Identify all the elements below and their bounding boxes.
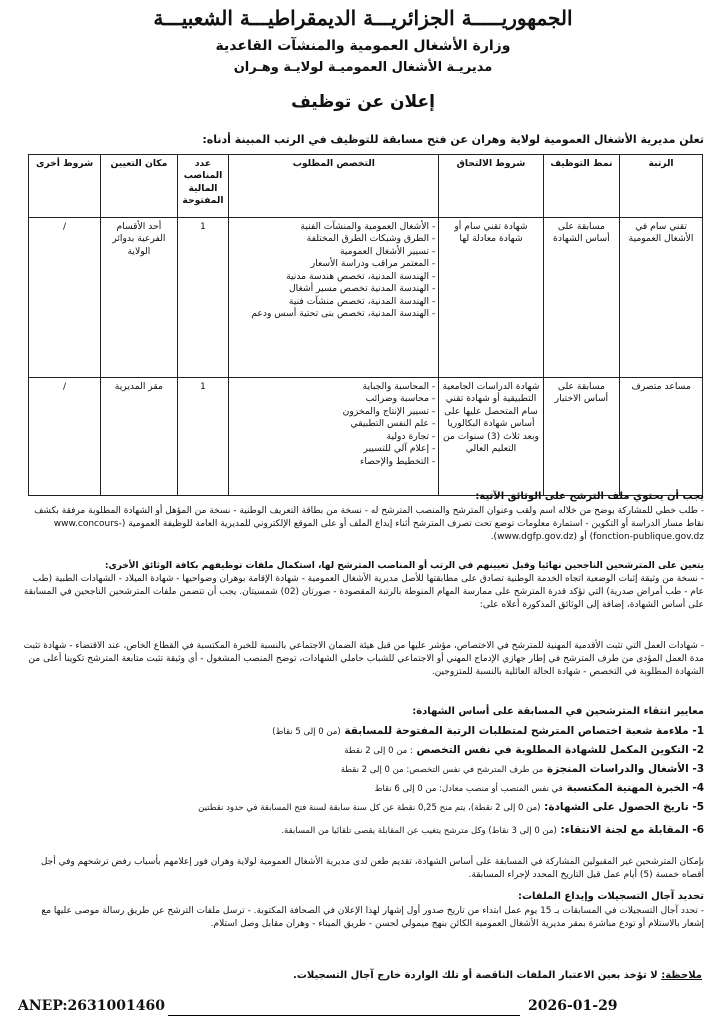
list-item: - تجارة دولية bbox=[386, 430, 436, 442]
ministry-name: وزارة الأشغال العمومية والمنشآت القاعدية bbox=[215, 38, 511, 54]
list-item: 6- المقابلة مع لجنة الانتقاء: (من 0 إلى 3 نقاط) وكل مترشح يتغيب عن المقابلة يقصى تلقائيا من المسابقة. bbox=[281, 824, 704, 837]
list-item: - الهندسة المدنية، تخصص منشآت فنية bbox=[288, 295, 436, 307]
table-row bbox=[29, 218, 703, 378]
extra-text: - شهادات العمل التي تثبت الأقدمية المهنية للمترشح في الاختصاص، مؤشر عليها من قبل هيئة الضمان الاجتماعي بالنسبة للخبرة المكتسبة في القطاع الخاص، عند الاقتضاء - شهادة تثبت مدة العمل المؤدى من طرف المترشح في إطار جهازي الإدماج المهني أو الاجتماعي للشباب حاملي الشهادات، توضح المنصب المشغول - أي وثيقة تثبت متابعة المترشح تكوينا أعلى من الشهادة المطلوبة في التخصص - شهادة الحالة العائلية بالنسبة للمتزوجين. bbox=[23, 641, 704, 678]
deadline-heading: تحديد آجال التسجيلات وإيداع الملفات: bbox=[517, 891, 704, 902]
row2-specialties bbox=[229, 378, 439, 496]
note-text: لا تؤخذ بعين الاعتبار الملفات الناقصة أو تلك الواردة خارج آجال التسجيلات. bbox=[293, 970, 658, 981]
list-item: 2- التكوين المكمل للشهادة المطلوبة في نفس التخصص : من 0 إلى 2 نقطة bbox=[344, 743, 704, 756]
criteria-heading: معايير انتقاء المترشحين في المسابقة على أساس الشهادة: bbox=[412, 706, 704, 717]
row2-positions: 1 bbox=[177, 378, 229, 496]
list-item: - المحاسبة والجباية bbox=[362, 381, 436, 392]
note-label: ملاحظة: bbox=[661, 970, 702, 981]
publication-date: 2026-01-29 bbox=[528, 998, 618, 1014]
footer bbox=[0, 998, 726, 1020]
row2-conditions: شهادة الدراسات الجامعية التطبيقية أو شهادة تقني سام المتحصل عليها على أساس شهادة البكالوريا وبعد ثلاث (3) سنوات من التعليم العالي bbox=[439, 378, 543, 496]
list-item: - تسيير الإنتاج والمخزون bbox=[342, 405, 436, 417]
extra-section bbox=[22, 640, 704, 679]
directorate-name: مديريـة الأشغال العموميـة لولايـة وهـران bbox=[233, 60, 493, 75]
col-place: مكان التعيين bbox=[101, 155, 177, 218]
list-item: - المعتمر مراقب ودراسة الأسعار bbox=[310, 258, 436, 270]
final-text: - نسخة من وثيقة إثبات الوضعية اتجاه الخدمة الوطنية تصادق على مطابقتها للأصل مديرية الأشغال العمومية - شهادة الإقامة بوهران وضواحيها - شهادة الميلاد - الشهادات الطبية (طب عام - طب أمراض صدرية) التي تؤكد قدرة المترشح على ممارسة المهام المنوطة بالرتبة المقصودة - صورتان (02) شمسيتان. يجب أن تتضمن ملفات المترشحين الناجحين في المسابقة على أساس الشهادة، إضافة إلى الوثائق المذكورة أعلاه على: bbox=[23, 574, 704, 611]
intro-text: تعلن مديرية الأشغال العمومية لولاية وهران عن فتح مسابقة للتوظيف في الرتب المبينة أدناه: bbox=[202, 133, 704, 146]
anep-number: ANEP:2631001460 bbox=[18, 998, 165, 1014]
list-item: - الهندسة المدنية، تخصص بنى تحتية أسس ودعم bbox=[251, 307, 436, 319]
row2-rank: مساعد متصرف bbox=[620, 378, 703, 496]
row2-other: / bbox=[29, 378, 101, 496]
row2-place: مقر المديرية bbox=[101, 378, 177, 496]
appeal-text: بإمكان المترشحين غير المقبولين المشاركة في المسابقة على أساس الشهادة، تقديم طعن لدى مديرية الأشغال العمومية لولاية وهران فور إعلامهم بأسباب رفض ترشحهم وفي أجل أقصاه خمسة (5) أيام عمل قبل التاريخ المحدد لإجراء المسابقة. bbox=[40, 857, 704, 881]
col-positions: عدد المناصب المالية المفتوحة bbox=[177, 155, 229, 218]
col-rank: الرتبة bbox=[620, 155, 703, 218]
list-item: - تسيير الأشغال العمومية bbox=[339, 245, 436, 257]
final-section bbox=[22, 560, 704, 612]
file-heading: يجب أن يحتوي ملف الترشح على الوثائق الآتية: bbox=[475, 491, 704, 502]
row1-conditions: شهادة تقني سام أو شهادة معادلة لها bbox=[439, 218, 543, 378]
announcement-title: إعلان عن توظيف bbox=[291, 92, 435, 112]
col-conditions: شروط الالتحاق bbox=[439, 155, 543, 218]
deadline-section bbox=[22, 890, 704, 931]
deadline-text: - تحدد آجال التسجيلات في المسابقات بـ 15 يوم عمل ابتداء من تاريخ صدور أول إشهار لهذا الإعلان في الصحافة المكتوبة. - ترسل ملفات الترشح عن طريق رسالة موصى عليها مع إشعار بالاستلام أو تودع مباشرة بمقر مديرية الأشغال العمومية الكائن بنهج ميمولي لحسن - طريق الميناء - وهران مقابل وصل استلام. bbox=[41, 905, 704, 929]
appeal-section bbox=[22, 856, 704, 882]
table-row bbox=[29, 378, 703, 496]
list-item: - علم النفس التطبيقي bbox=[350, 418, 436, 430]
col-specialty: التخصص المطلوب bbox=[229, 155, 439, 218]
file-section bbox=[22, 490, 704, 544]
row1-mode: مسابقة على أساس الشهادة bbox=[543, 218, 619, 378]
col-other: شروط أخرى bbox=[29, 155, 101, 218]
list-item: 1- ملاءمة شعبة اختصاص المترشح لمتطلبات الرتبة المفتوحة للمسابقة (من 0 إلى 5 نقاط) bbox=[272, 724, 704, 737]
col-mode: نمط التوظيف bbox=[543, 155, 619, 218]
table-header-row bbox=[29, 155, 703, 218]
list-item: - التخطيط والإحصاء bbox=[360, 455, 436, 467]
file-text: - طلب خطي للمشاركة يوضح من خلاله اسم ولقب وعنوان المترشح والمنصب المترشح له - نسخة من بطاقة التعريف الوطنية - نسخة من المؤهل أو الشهادة المطلوبة مرفقة بكشف نقاط مسار الدراسة أو التكوين - استمارة معلومات توضع تحت تصرف المترشح أثناء إيداع الملف أو على الموقع الإلكتروني للمديرية العامة للوظيفة العمومية (www.concours-fonction-publique.gov.dz) أو (www.dgfp.gov.dz). bbox=[34, 505, 704, 542]
positions-table bbox=[28, 154, 703, 496]
final-heading: يتعين على المترشحين الناجحين نهائيا وقبل تعيينهم في الرتب أو المناصب المترشح لها، استكمال ملفات توظيفهم بكافة الوثائق الأخرى: bbox=[104, 561, 704, 571]
footer-divider bbox=[168, 1015, 520, 1016]
list-item: 5- تاريخ الحصول على الشهادة: (من 0 إلى 2 نقطة)، يتم منح 0,25 نقطة عن كل سنة سابقة لسنة فتح المسابقة في حدود نقطتين bbox=[198, 801, 704, 813]
row1-positions: 1 bbox=[177, 218, 229, 378]
criteria-section bbox=[22, 706, 704, 837]
list-item: - محاسبة وضرائب bbox=[365, 393, 436, 405]
row1-place: أحد الأقسام الفرعية بدوائر الولاية bbox=[101, 218, 177, 378]
list-item: - الهندسة المدنية تخصص مسير أشغال bbox=[288, 283, 436, 295]
row1-specialties bbox=[229, 218, 439, 378]
row1-rank: تقني سام في الأشغال العمومية bbox=[620, 218, 703, 378]
row2-mode: مسابقة على أساس الاختبار bbox=[543, 378, 619, 496]
list-item: 3- الأشغال والدراسات المنجزة من طرف المترشح في نفس التخصص: من 0 إلى 2 نقطة bbox=[340, 762, 704, 775]
row1-other: / bbox=[29, 218, 101, 378]
list-item: - الهندسة المدنية، تخصص هندسة مدنية bbox=[286, 270, 436, 282]
note bbox=[293, 970, 702, 981]
list-item: - الأشغال العمومية والمنشآت الفنية bbox=[300, 221, 436, 232]
republic-title: الجمهوريـــــة الجزائريـــة الديمقراطيـــة الشعبيـــة bbox=[153, 6, 573, 30]
list-item: - إعلام آلي للتسيير bbox=[363, 443, 436, 455]
list-item: - الطرق وشبكات الطرق المختلفة bbox=[306, 233, 436, 245]
list-item: 4- الخبرة المهنية المكتسبة في نفس المنصب أو منصب معادل: من 0 إلى 6 نقاط bbox=[374, 781, 704, 794]
